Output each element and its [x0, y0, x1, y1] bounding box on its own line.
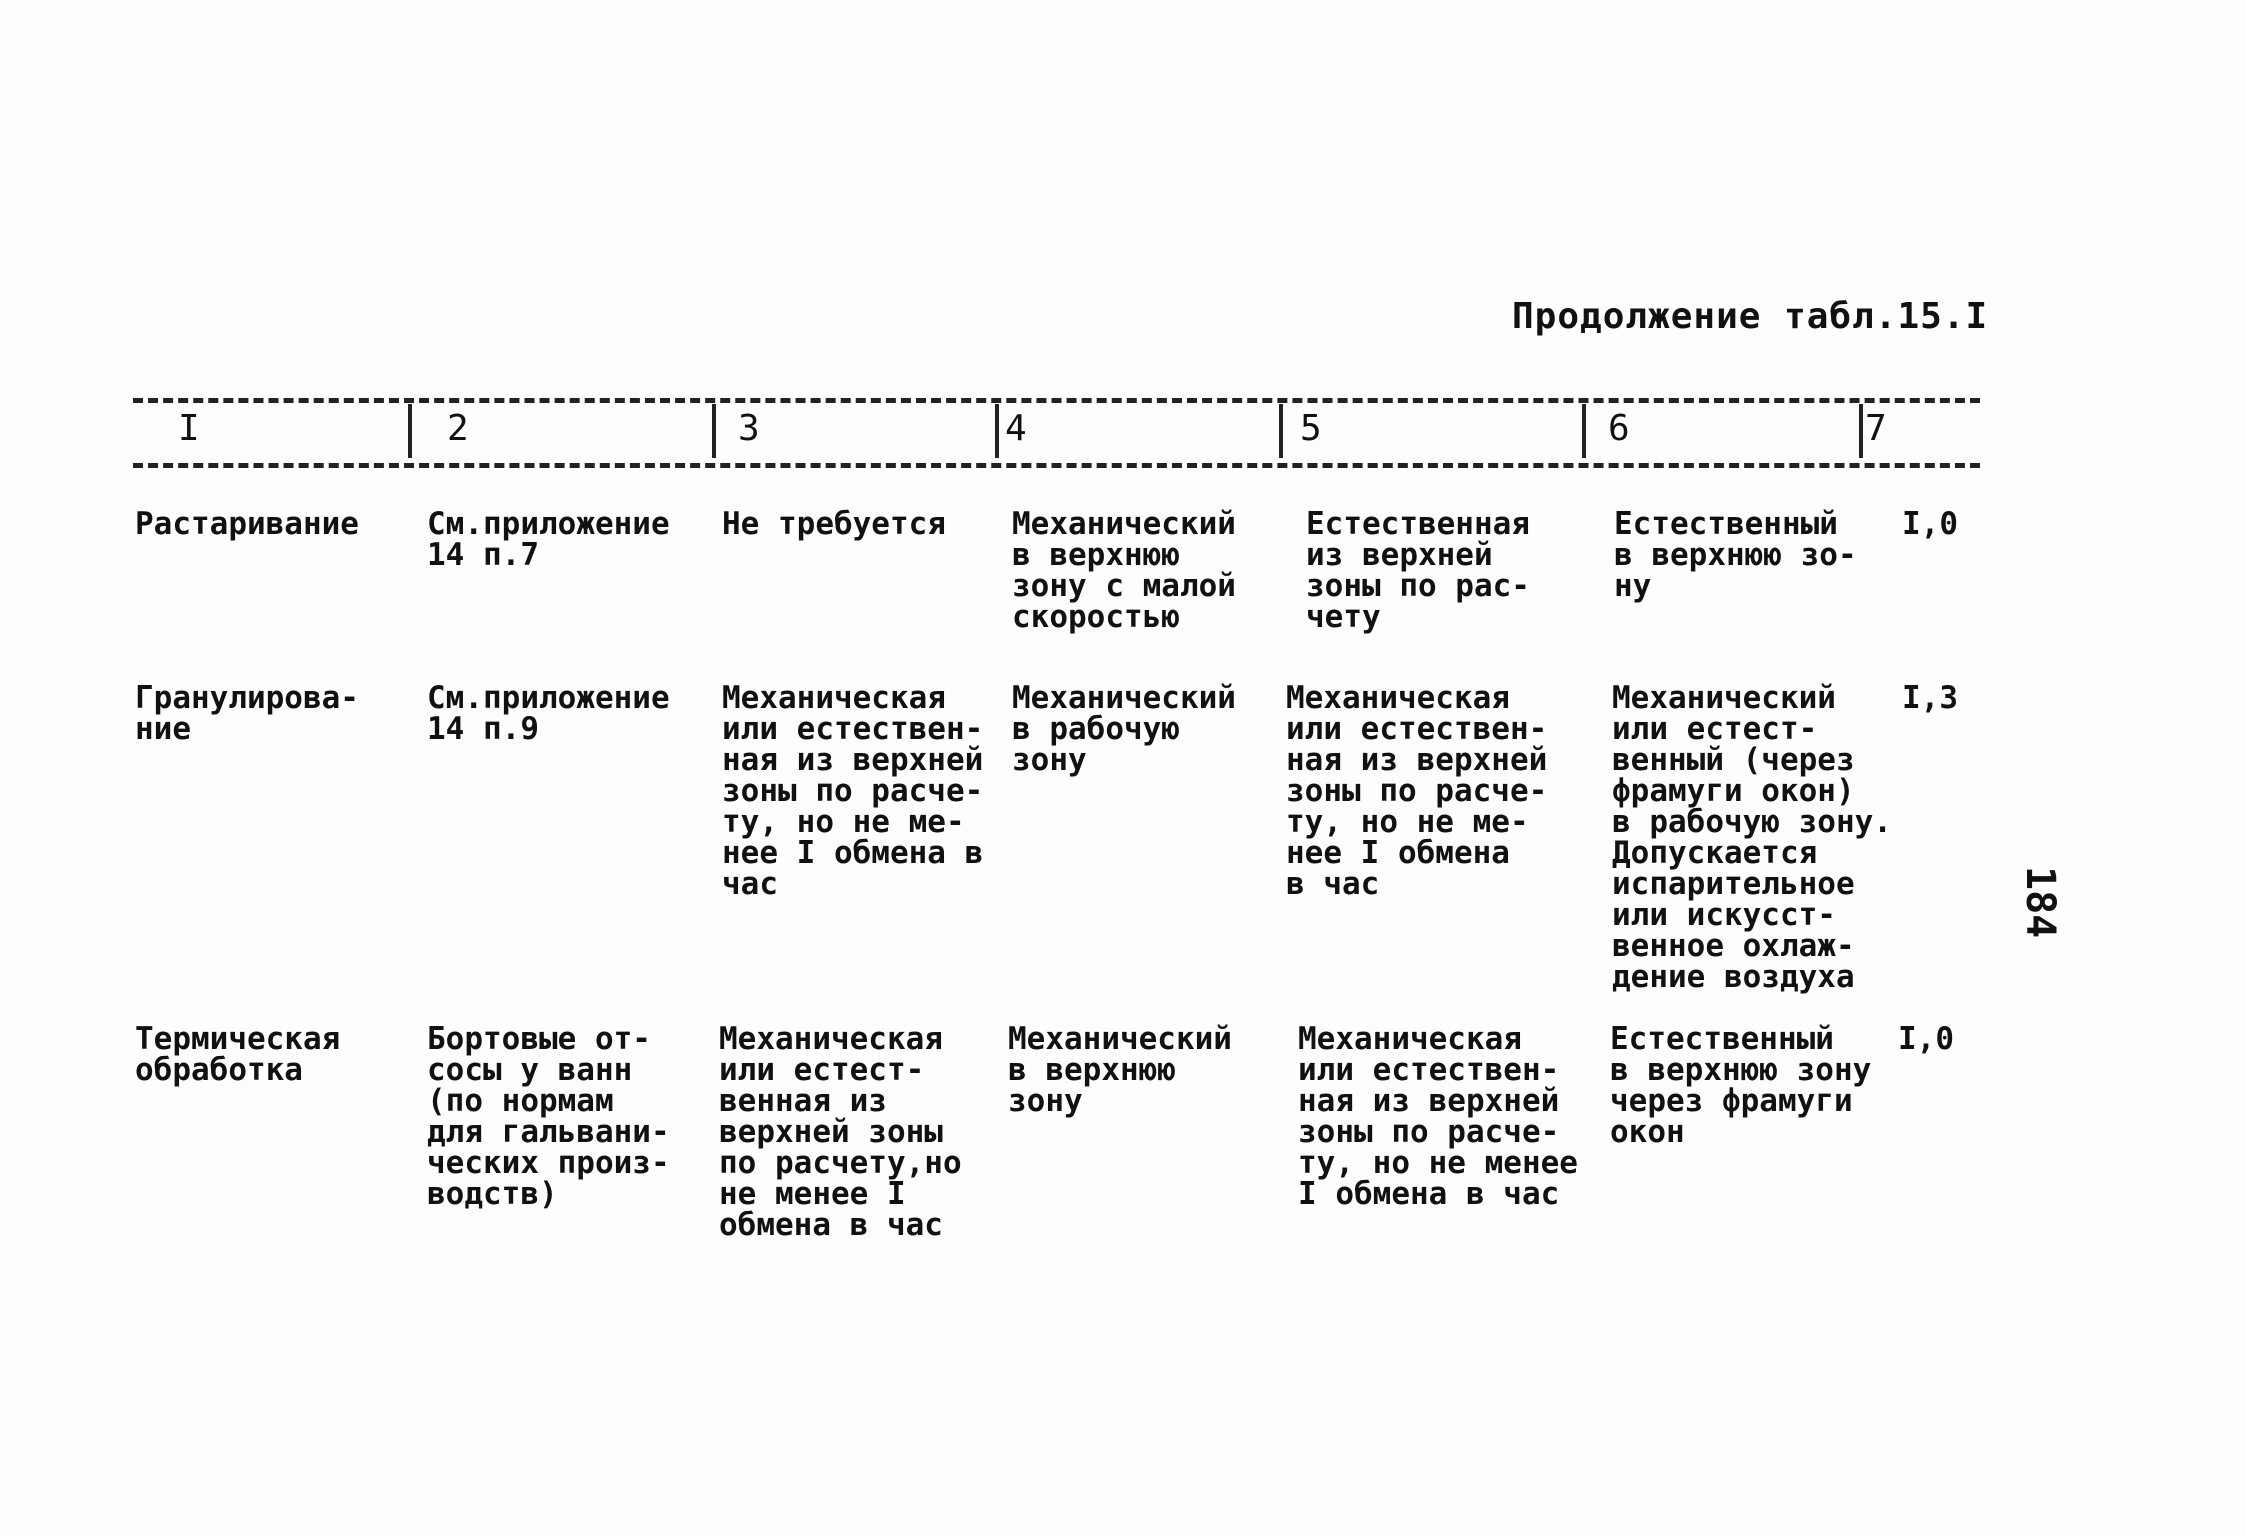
row-2-col-7: I,3 [1902, 680, 1958, 716]
row-2-col-6: Механический или естест- венный (через фрамуги окон) в рабочую зону. Допускается испарительное или искусст- венное охлаж- дение воздуха [1612, 680, 1892, 995]
column-separator [995, 404, 999, 458]
row-2-operation: Гранулирова- ние [135, 680, 359, 747]
column-separator [1279, 404, 1283, 458]
row-3-col-2: Бортовые от- сосы у ванн (по нормам для гальвани- ческих произ- водств) [427, 1021, 670, 1212]
row-1-col-5: Естественная из верхней зоны по рас- чету [1306, 506, 1530, 635]
column-separator [712, 404, 716, 458]
row-3-col-5: Механическая или естествен- ная из верхней зоны по расче- ту, но не менее I обмена в час [1298, 1021, 1578, 1212]
column-number-1: I [178, 408, 200, 449]
column-number-3: 3 [738, 408, 760, 449]
table-caption: Продолжение табл.15.I [1512, 296, 1989, 337]
row-1-col-2: См.приложение 14 п.7 [427, 506, 670, 573]
row-3-col-4: Механический в верхнюю зону [1008, 1021, 1232, 1119]
column-separator [408, 404, 412, 458]
row-1-col-7: I,0 [1902, 506, 1958, 542]
column-separator [1582, 404, 1586, 458]
page-number: 184 [2017, 866, 2063, 939]
row-1-col-6: Естественный в верхнюю зо- ну [1614, 506, 1857, 604]
column-number-7: 7 [1865, 408, 1887, 449]
row-1-col-3: Не требуется [722, 506, 946, 542]
row-2-col-5: Механическая или естествен- ная из верхней зоны по расче- ту, но не ме- нее I обмена в час [1286, 680, 1548, 902]
column-separator [1859, 404, 1863, 458]
row-3-col-7: I,0 [1898, 1021, 1954, 1057]
row-3-col-6: Естественный в верхнюю зону через фрамуги окон [1610, 1021, 1872, 1150]
row-2-col-3: Механическая или естествен- ная из верхней зоны по расче- ту, но не ме- нее I обмена в час [722, 680, 984, 902]
row-2-col-4: Механический в рабочую зону [1012, 680, 1236, 778]
column-number-2: 2 [447, 408, 469, 449]
column-number-5: 5 [1300, 408, 1322, 449]
header-bottom-rule [133, 463, 1980, 468]
column-number-6: 6 [1608, 408, 1630, 449]
row-3-operation: Термическая обработка [135, 1021, 341, 1088]
row-1-operation: Растаривание [135, 506, 359, 542]
row-1-col-4: Механический в верхнюю зону с малой скоростью [1012, 506, 1236, 635]
column-number-4: 4 [1005, 408, 1027, 449]
row-2-col-2: См.приложение 14 п.9 [427, 680, 670, 747]
row-3-col-3: Механическая или естест- венная из верхней зоны по расчету,но не менее I обмена в час [719, 1021, 962, 1243]
header-top-rule [133, 398, 1980, 403]
